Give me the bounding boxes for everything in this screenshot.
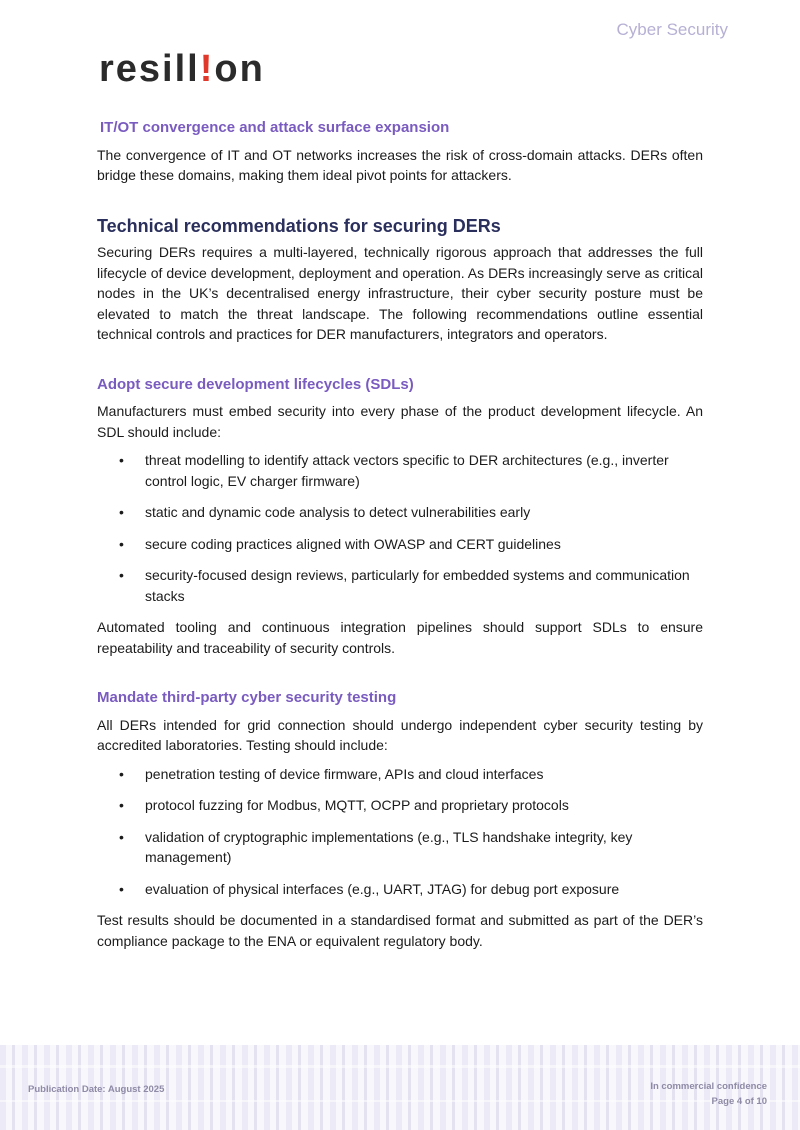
confidentiality-label: In commercial confidence [650,1081,767,1092]
testing-heading: Mandate third-party cyber security testing [97,689,397,706]
page-footer [0,1045,800,1130]
logo-text-start: resill [99,48,200,90]
publication-date: Publication Date: August 2025 [28,1084,165,1095]
page-number: Page 4 of 10 [711,1096,767,1107]
company-logo [99,50,265,88]
tech-recommendations-paragraph: Securing DERs requires a multi-layered, technically rigorous approach that addresses the full lifecycle of device development, deployment and operation. As DERs increasingly serve as critical nodes in the UK’s decentralised energy infrastructure, their cyber security posture must be elevated to match the threat landscape. The following recommendations outline essential technical controls and practices for DER manufacturers, integrators and operators. [97,244,703,342]
sdl-bullet-list [97,450,703,606]
sdl-outro: Automated tooling and continuous integration pipelines should support SDLs to ensure repeatability and traceability of security controls. [97,619,703,656]
list-item: • secure coding practices aligned with OWASP and CERT guidelines [97,534,703,555]
testing-outro: Test results should be documented in a standardised format and submitted as part of the DER’s compliance package to the ENA or equivalent regulatory body. [97,912,703,949]
footer-right-block [650,1079,767,1109]
list-item: • threat modelling to identify attack vectors specific to DER architectures (e.g., inverter control logic, EV charger firmware) [97,450,703,491]
list-item: • validation of cryptographic implementations (e.g., TLS handshake integrity, key management) [97,827,703,868]
itot-paragraph: The convergence of IT and OT networks increases the risk of cross-domain attacks. DERs often bridge these domains, making them ideal pivot points for attackers. [97,146,703,183]
list-item: • security-focused design reviews, particularly for embedded systems and communication stacks [97,565,703,606]
header-title: Cyber Security [616,20,728,39]
testing-intro: All DERs intended for grid connection should undergo independent cyber security testing by accredited laboratories. Testing should include: [97,716,703,753]
logo-exclamation: ! [199,48,215,90]
list-item: • static and dynamic code analysis to detect vulnerabilities early [97,502,703,523]
testing-bullet-list [97,764,703,900]
itot-heading: IT/OT convergence and attack surface expansion [100,119,450,136]
tech-recommendations-heading: Technical recommendations for securing DERs [97,215,501,236]
logo-text-end: on [214,48,265,90]
sdl-heading: Adopt secure development lifecycles (SDLs) [97,375,414,393]
list-item: • penetration testing of device firmware, APIs and cloud interfaces [97,764,703,785]
list-item: • protocol fuzzing for Modbus, MQTT, OCPP and proprietary protocols [97,795,703,816]
sdl-intro: Manufacturers must embed security into every phase of the product development lifecycle. An SDL should include: [97,403,703,440]
document-body [97,118,703,951]
list-item: • evaluation of physical interfaces (e.g., UART, JTAG) for debug port exposure [97,879,703,900]
